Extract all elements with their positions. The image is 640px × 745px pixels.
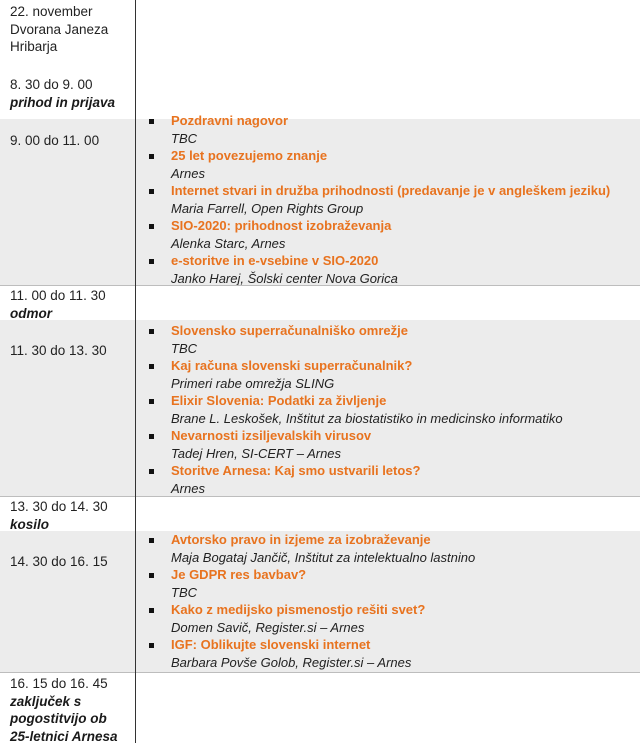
talk-title: Storitve Arnesa: Kaj smo ustvarili letos?: [171, 462, 627, 480]
schedule-row: [0, 119, 640, 285]
time-cell: [10, 553, 108, 571]
talk-title: IGF: Oblikujte slovenski internet: [171, 636, 627, 654]
schedule-row: [0, 320, 640, 496]
talk-list: [147, 112, 627, 287]
talk-speaker: Maria Farrell, Open Rights Group: [171, 200, 627, 218]
list-item: [147, 566, 627, 601]
talk-title: Je GDPR res bavbav?: [171, 566, 627, 584]
venue: Dvorana Janeza: [10, 22, 108, 37]
schedule-row: [0, 531, 640, 672]
talk-speaker: Arnes: [171, 165, 627, 183]
talk-speaker: Barbara Povše Golob, Register.si – Arnes: [171, 654, 627, 672]
talk-speaker: TBC: [171, 340, 627, 358]
list-item: [147, 601, 627, 636]
list-item: [147, 217, 627, 252]
list-item: [147, 322, 627, 357]
time-cell: [10, 342, 107, 360]
time-cell: [10, 287, 106, 322]
time-range: 8. 30 do 9. 00: [10, 77, 93, 92]
venue: Hribarja: [10, 39, 57, 54]
list-item: [147, 147, 627, 182]
schedule-row: [0, 672, 640, 744]
time-cell: [10, 132, 99, 150]
time-range: 9. 00 do 11. 00: [10, 133, 99, 148]
talk-list: [147, 322, 627, 497]
talk-title: Nevarnosti izsiljevalskih virusov: [171, 427, 627, 445]
slot-label: odmor: [10, 305, 106, 323]
list-item: [147, 636, 627, 671]
list-item: [147, 531, 627, 566]
time-cell: [10, 76, 115, 111]
talk-speaker: Arnes: [171, 480, 627, 498]
time-range: 11. 30 do 13. 30: [10, 343, 107, 358]
talk-title: Pozdravni nagovor: [171, 112, 627, 130]
slot-label: kosilo: [10, 516, 108, 534]
time-cell: [10, 498, 108, 533]
intro-cell: [10, 3, 108, 56]
talk-title: 25 let povezujemo znanje: [171, 147, 627, 165]
talk-title: Kaj računa slovenski superračunalnik?: [171, 357, 627, 375]
time-range: 11. 00 do 11. 30: [10, 288, 106, 303]
time-cell: [10, 675, 128, 745]
slot-label: zaključek s pogostitvijo ob 25-letnici Arnesa: [10, 693, 128, 745]
event-date: 22. november: [10, 4, 93, 19]
talk-speaker: TBC: [171, 584, 627, 602]
slot-label: prihod in prijava: [10, 94, 115, 112]
talk-title: e-storitve in e-vsebine v SIO-2020: [171, 252, 627, 270]
talk-title: Kako z medijsko pismenostjo rešiti svet?: [171, 601, 627, 619]
talk-title: Avtorsko pravo in izjeme za izobraževanje: [171, 531, 627, 549]
talk-speaker: Brane L. Leskošek, Inštitut za biostatistiko in medicinsko informatiko: [171, 410, 627, 428]
list-item: [147, 112, 627, 147]
talk-speaker: TBC: [171, 130, 627, 148]
time-range: 14. 30 do 16. 15: [10, 554, 108, 569]
talk-speaker: Alenka Starc, Arnes: [171, 235, 627, 253]
list-item: [147, 462, 627, 497]
column-divider: [135, 0, 136, 743]
talk-title: SIO-2020: prihodnost izobraževanja: [171, 217, 627, 235]
list-item: [147, 357, 627, 392]
list-item: [147, 392, 627, 427]
talk-list: [147, 531, 627, 671]
list-item: [147, 252, 627, 287]
talk-title: Elixir Slovenia: Podatki za življenje: [171, 392, 627, 410]
talk-speaker: Domen Savič, Register.si – Arnes: [171, 619, 627, 637]
schedule-row: [0, 285, 640, 321]
time-range: 13. 30 do 14. 30: [10, 499, 108, 514]
talk-speaker: Tadej Hren, SI-CERT – Arnes: [171, 445, 627, 463]
schedule-row: [0, 496, 640, 532]
intro-row: [0, 0, 640, 68]
talk-speaker: Primeri rabe omrežja SLING: [171, 375, 627, 393]
talk-title: Slovensko superračunalniško omrežje: [171, 322, 627, 340]
talk-speaker: Maja Bogataj Jančič, Inštitut za intelektualno lastnino: [171, 549, 627, 567]
list-item: [147, 427, 627, 462]
talk-speaker: Janko Harej, Šolski center Nova Gorica: [171, 270, 627, 288]
time-range: 16. 15 do 16. 45: [10, 676, 108, 691]
talk-title: Internet stvari in družba prihodnosti (predavanje je v angleškem jeziku): [171, 182, 627, 200]
list-item: [147, 182, 627, 217]
